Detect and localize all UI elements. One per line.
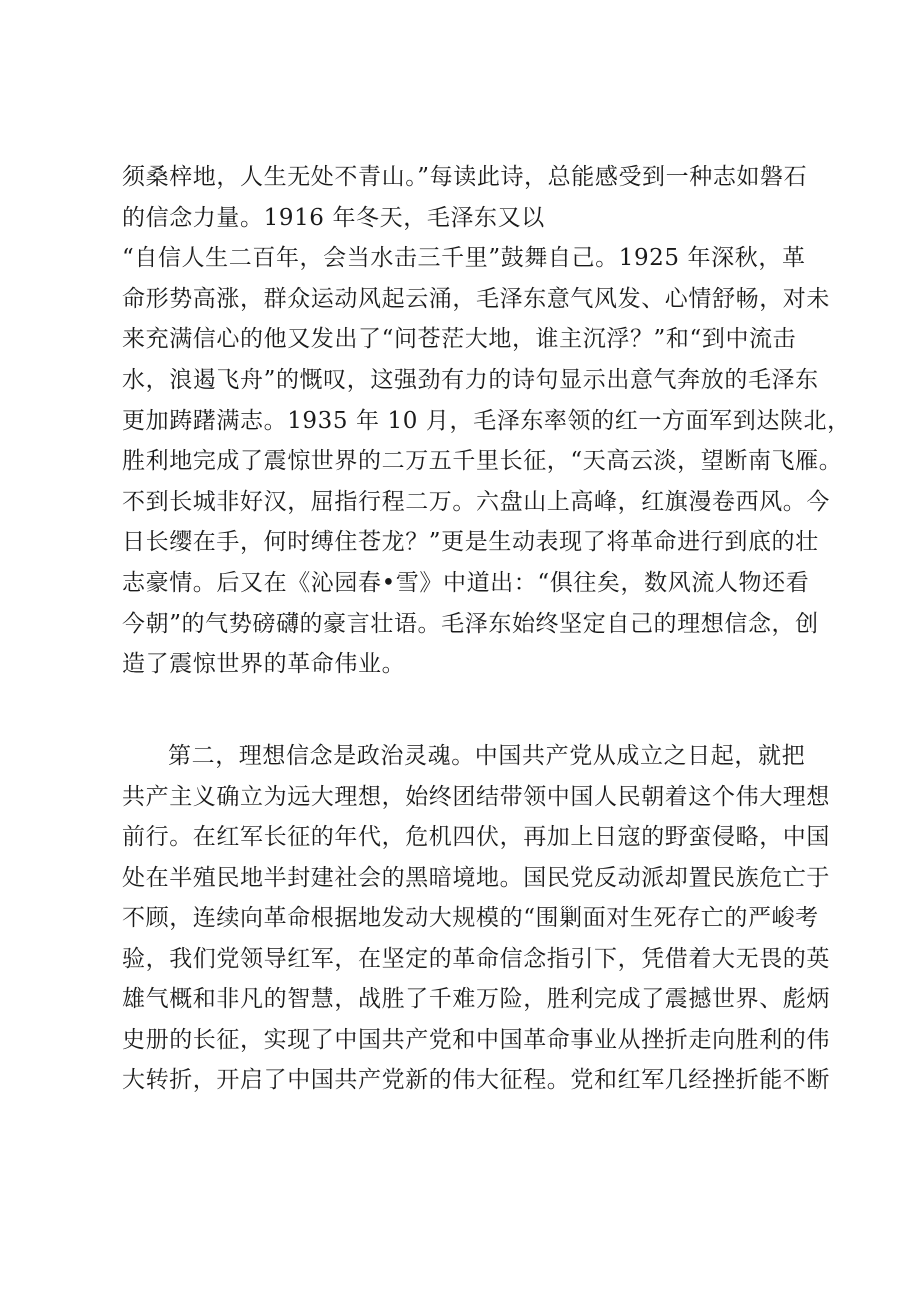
text-line: 第二，理想信念是政治灵魂。中国共产党从成立之日起，就把 <box>168 743 806 769</box>
text-line: 史册的长征，实现了中国共产党和中国革命事业从挫折走向胜利的伟 <box>122 1026 830 1053</box>
text-line: 须桑梓地，人生无处不青山。”每读此诗，总能感受到一种志如磐石 <box>122 164 808 190</box>
text-line: 胜利地完成了震惊世界的二万五千里长征，“天高云淡，望断南飞雁。 <box>122 448 843 475</box>
text-line: 雄气概和非凡的智慧，战胜了千难万险，胜利完成了震撼世界、彪炳 <box>122 986 830 1012</box>
text-line: 更加踌躇满志。1935 年 10 月，毛泽东率领的红一方面军到达陕北， <box>122 407 851 434</box>
text-line: 日长缨在手，何时缚住苍龙？”更是生动表现了将革命进行到底的壮 <box>122 529 819 556</box>
text-line: “自信人生二百年，会当水击三千里”鼓舞自己。1925 年深秋，革 <box>122 245 806 272</box>
text-line: 水，浪遏飞舟”的慨叹，这强劲有力的诗句显示出意气奔放的毛泽东 <box>122 366 819 393</box>
text-line: 不顾，连续向革命根据地发动大规模的“围剿面对生死存亡的严峻考 <box>122 905 819 931</box>
text-line: 造了震惊世界的革命伟业。 <box>122 651 406 678</box>
text-line: 不到长城非好汉，屈指行程二万。六盘山上高峰，红旗漫卷西风。今 <box>122 488 830 515</box>
text-line: 处在半殖民地半封建社会的黑暗境地。国民党反动派却置民族危亡于 <box>122 864 830 891</box>
text-line: 的信念力量。1916 年冬天，毛泽东又以 <box>122 204 545 231</box>
paragraph-continued <box>122 157 851 685</box>
text-line: 大转折，开启了中国共产党新的伟大征程。党和红军几经挫折能不断 <box>122 1067 830 1093</box>
text-line: 志豪情。后又在《沁园春•雪》中道出：“俱往矣，数风流人物还看 <box>122 569 810 596</box>
text-line: 前行。在红军长征的年代，危机四伏，再加上日寇的野蛮侵略，中国 <box>122 824 830 850</box>
text-line: 今朝”的气势磅礴的豪言壮语。毛泽东始终坚定自己的理想信念，创 <box>122 610 819 637</box>
text-line: 共产主义确立为远大理想，始终团结带领中国人民朝着这个伟大理想 <box>122 783 830 810</box>
text-line: 命形势高涨，群众运动风起云涌，毛泽东意气风发、心情舒畅，对未 <box>122 285 830 312</box>
text-line: 验，我们党领导红军，在坚定的革命信念指引下，凭借着大无畏的英 <box>122 945 830 972</box>
paragraph-second <box>122 736 830 1101</box>
text-line: 来充满信心的他又发出了“问苍茫大地，谁主沉浮？”和“到中流击 <box>122 326 797 353</box>
